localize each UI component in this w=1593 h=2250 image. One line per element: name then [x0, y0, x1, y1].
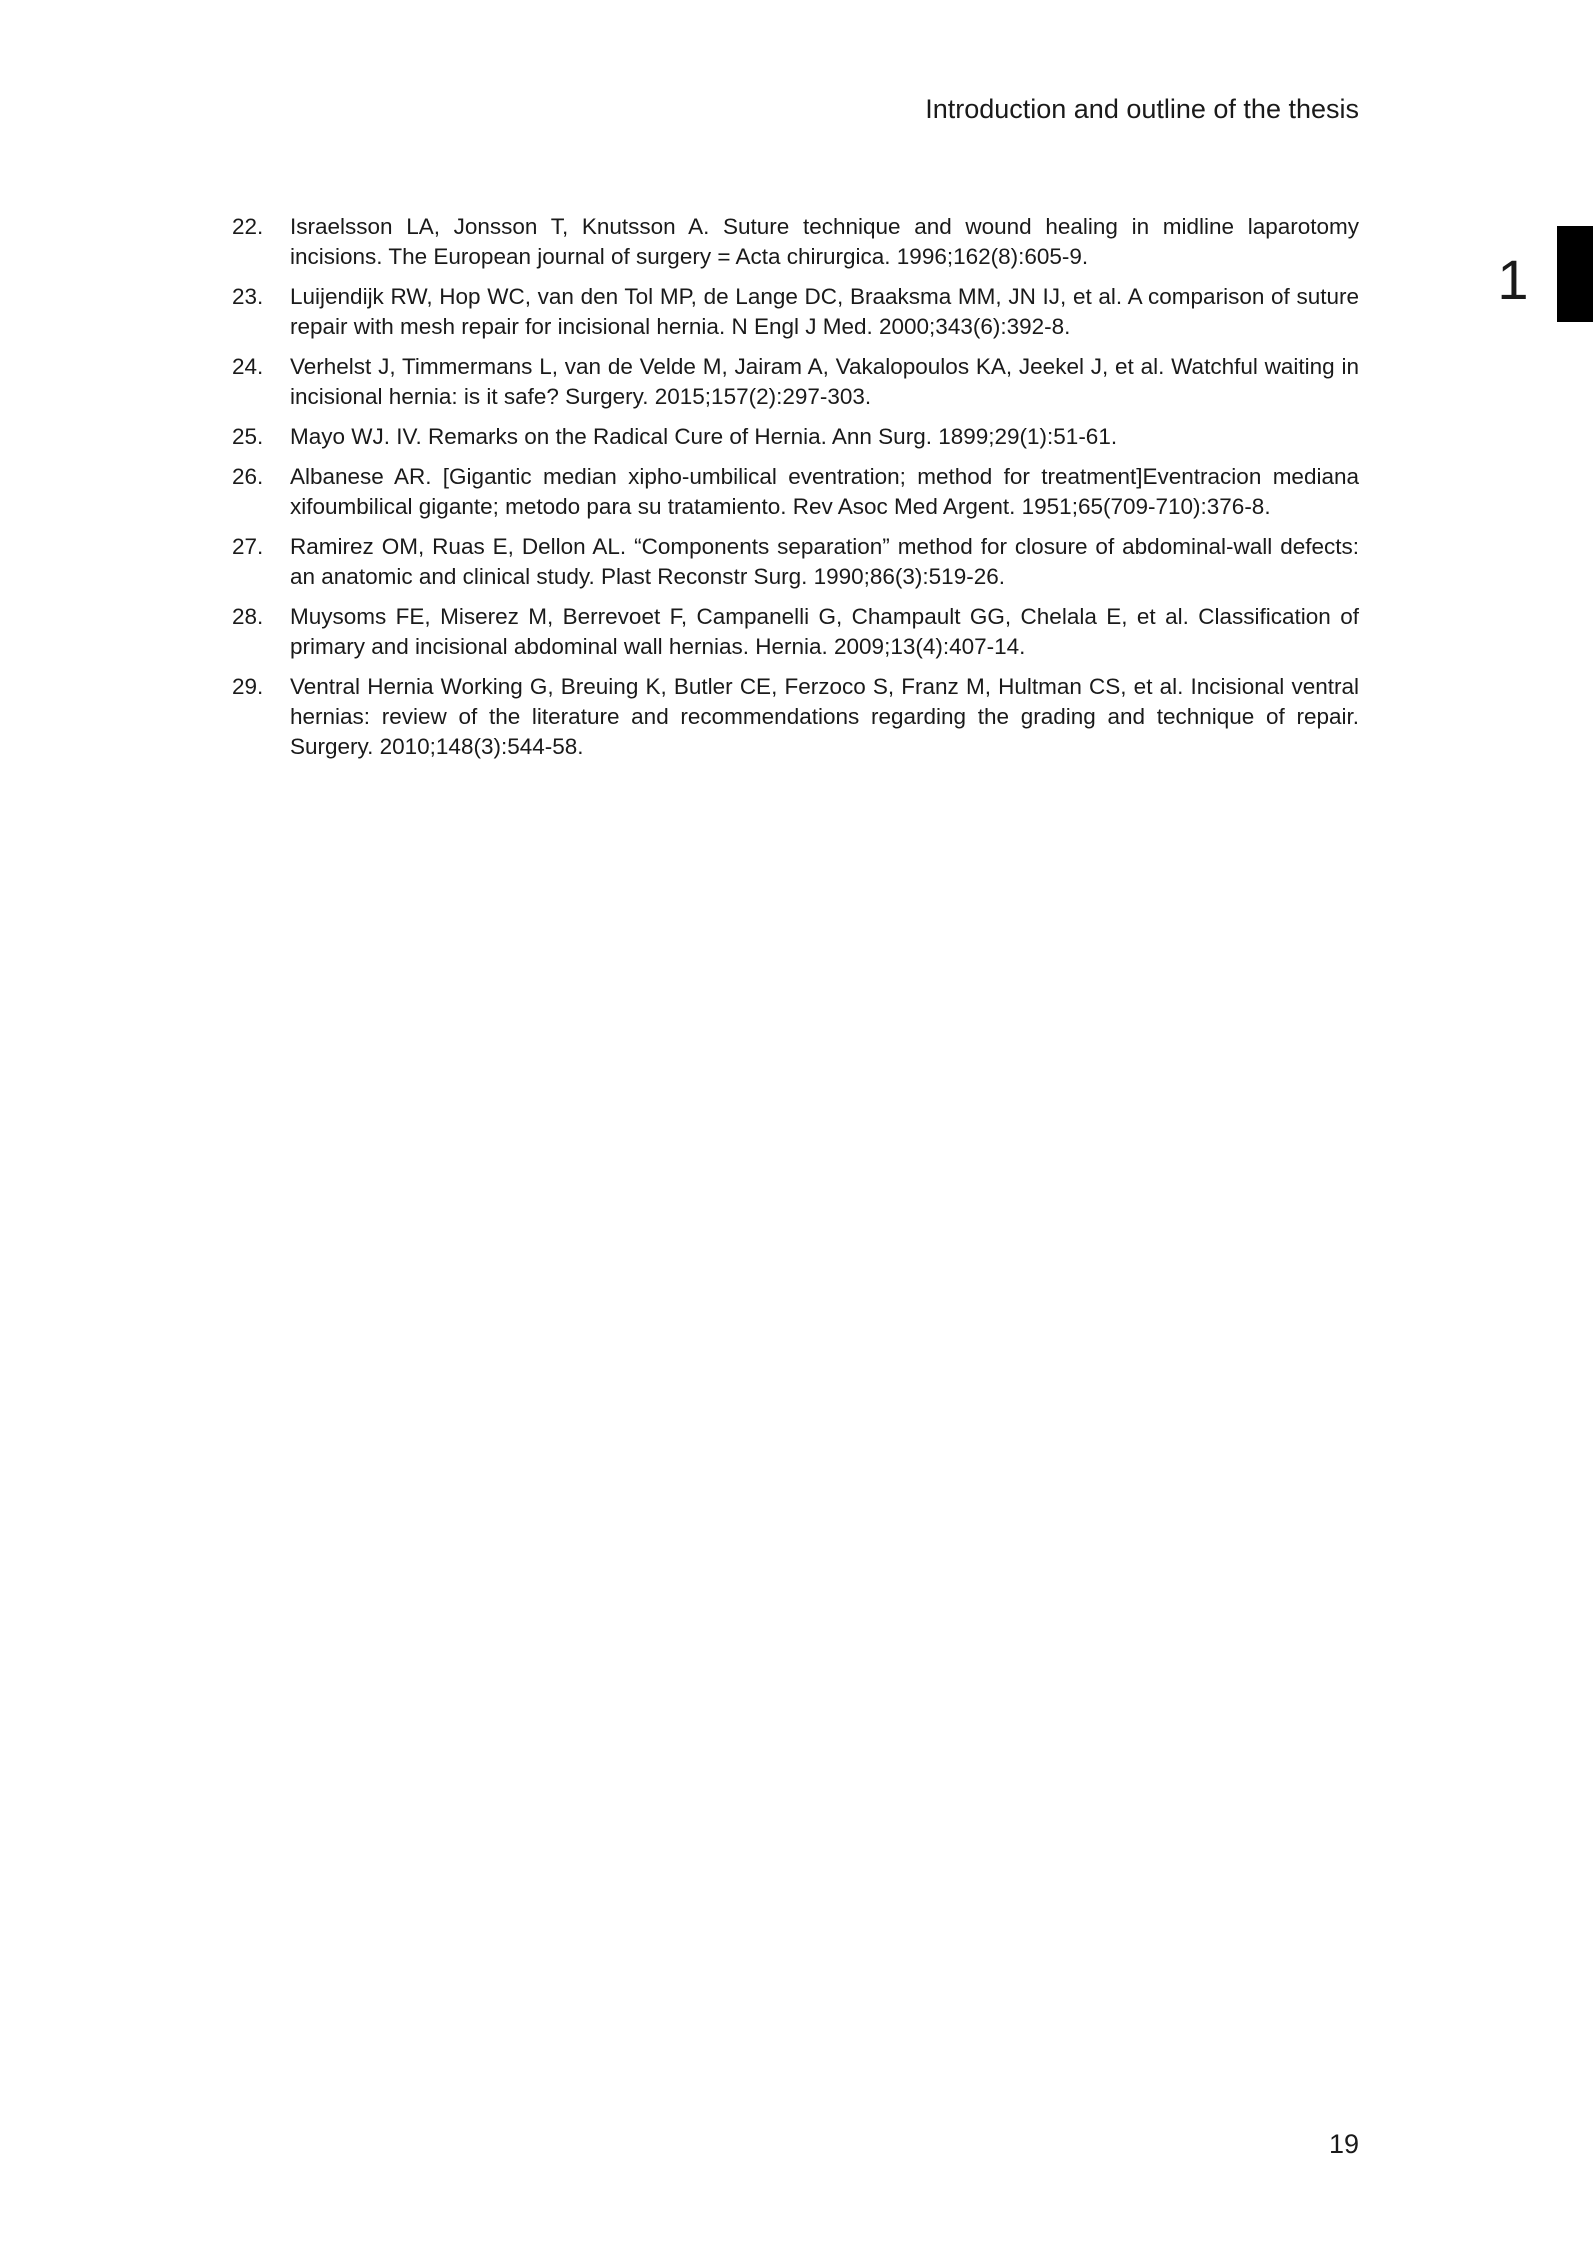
reference-number: 28. [232, 604, 264, 629]
reference-number: 25. [232, 424, 264, 449]
reference-text: Luijendijk RW, Hop WC, van den Tol MP, de Lange DC, Braaksma MM, JN IJ, et al. A comparison of suture repair with mesh repair for incisional hernia. N Engl J Med. 2000;343(6):392-8. [290, 284, 1359, 339]
reference-number: 26. [232, 464, 264, 489]
reference-item [232, 532, 1359, 592]
reference-number: 27. [232, 534, 264, 559]
reference-text: Mayo WJ. IV. Remarks on the Radical Cure of Hernia. Ann Surg. 1899;29(1):51-61. [290, 424, 1118, 449]
running-header-title: Introduction and outline of the thesis [925, 94, 1359, 124]
chapter-tab-marker [1557, 226, 1593, 322]
reference-item [232, 602, 1359, 662]
reference-text: Ramirez OM, Ruas E, Dellon AL. “Components separation” method for closure of abdominal-wall defects: an anatomic and clinical study. Plast Reconstr Surg. 1990;86(3):519-26. [290, 534, 1359, 589]
reference-number: 29. [232, 674, 264, 699]
reference-item [232, 212, 1359, 272]
reference-number: 24. [232, 354, 264, 379]
reference-item [232, 422, 1359, 452]
reference-number: 23. [232, 284, 264, 309]
page-number: 19 [1328, 2129, 1359, 2159]
reference-text: Verhelst J, Timmermans L, van de Velde M, Jairam A, Vakalopoulos KA, Jeekel J, et al. Watchful waiting in incisional hernia: is it safe? Surgery. 2015;157(2):297-303. [290, 354, 1359, 409]
reference-text: Albanese AR. [Gigantic median xipho-umbilical eventration; method for treatment]Eventracion mediana xifoumbilical gigante; metodo para su tratamiento. Rev Asoc Med Argent. 1951;65(709-710):376-8. [290, 464, 1359, 519]
reference-item [232, 282, 1359, 342]
reference-number: 22. [232, 214, 264, 239]
reference-item [232, 462, 1359, 522]
reference-text: Ventral Hernia Working G, Breuing K, Butler CE, Ferzoco S, Franz M, Hultman CS, et al. Incisional ventral hernias: review of the literature and recommendations regarding the grading and technique of repair. Surgery. 2010;148(3):544-58. [290, 674, 1359, 759]
chapter-number: 1 [1497, 248, 1529, 311]
reference-item [232, 352, 1359, 412]
reference-text: Israelsson LA, Jonsson T, Knutsson A. Suture technique and wound healing in midline laparotomy incisions. The European journal of surgery = Acta chirurgica. 1996;162(8):605-9. [290, 214, 1359, 269]
reference-list [232, 212, 1359, 772]
reference-item [232, 672, 1359, 762]
reference-text: Muysoms FE, Miserez M, Berrevoet F, Campanelli G, Champault GG, Chelala E, et al. Classification of primary and incisional abdominal wall hernias. Hernia. 2009;13(4):407-14. [290, 604, 1359, 659]
